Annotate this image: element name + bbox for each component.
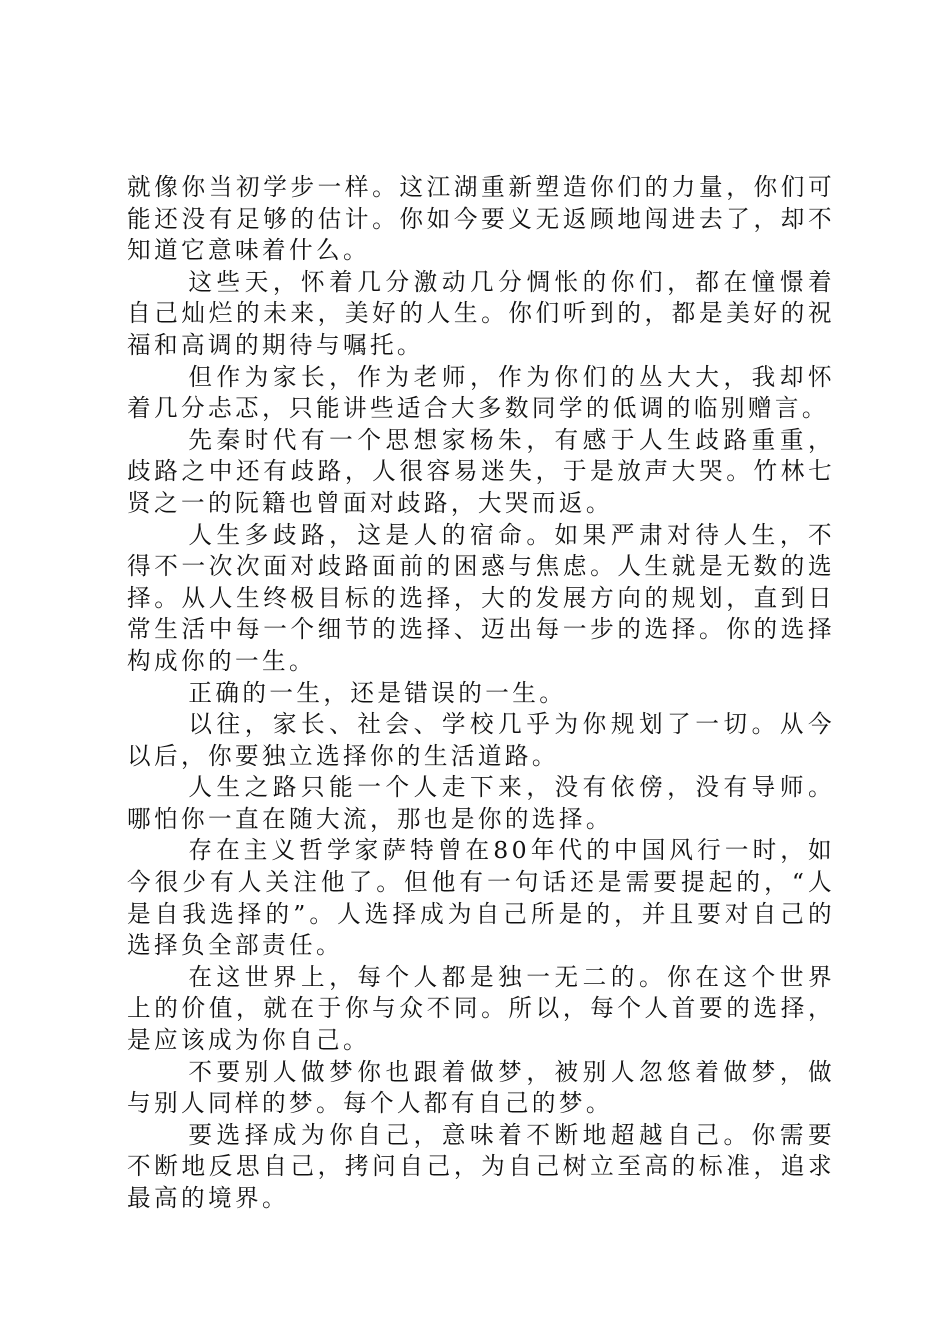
paragraph-12: 要选择成为你自己，意味着不断地超越自己。你需要不断地反思自己，拷问自己，为自己树立至高的标准，追求最高的境界。	[127, 1120, 835, 1212]
document-body	[127, 172, 835, 1215]
paragraph-1: 就像你当初学步一样。这江湖重新塑造你们的力量，你们可能还没有足够的估计。你如今要义无返顾地闯进去了，却不知道它意味着什么。	[127, 173, 835, 265]
paragraph-4: 先秦时代有一个思想家杨朱，有感于人生歧路重重，歧路之中还有歧路，人很容易迷失，于是放声大哭。竹林七贤之一的阮籍也曾面对歧路，大哭而返。	[127, 425, 835, 517]
paragraph-6: 正确的一生，还是错误的一生。	[188, 678, 567, 707]
paragraph-3: 但作为家长，作为老师，作为你们的丛大大，我却怀着几分忐忑，只能讲些适合大多数同学的低调的临别赠言。	[127, 362, 835, 423]
paragraph-2: 这些天，怀着几分激动几分惆怅的你们，都在憧憬着自己灿烂的未来，美好的人生。你们听到的，都是美好的祝福和高调的期待与嘱托。	[127, 267, 835, 359]
paragraph-10: 在这世界上，每个人都是独一无二的。你在这个世界上的价值，就在于你与众不同。所以，每个人首要的选择，是应该成为你自己。	[127, 962, 835, 1055]
paragraph-11: 不要别人做梦你也跟着做梦，被别人忽悠着做梦，做与别人同样的梦。每个人都有自己的梦。	[127, 1057, 835, 1118]
paragraph-8: 人生之路只能一个人走下来，没有依傍，没有导师。哪怕你一直在随大流，那也是你的选择。	[127, 773, 835, 833]
paragraph-7: 以往，家长、社会、学校几乎为你规划了一切。从今以后，你要独立选择你的生活道路。	[127, 710, 835, 770]
paragraph-9: 存在主义哲学家萨特曾在80年代的中国风行一时，如今很少有人关注他了。但他有一句话还是需要提起的，“人是自我选择的”。人选择成为自己所是的，并且要对自己的选择负全部责任。	[127, 836, 835, 960]
paragraph-5: 人生多歧路，这是人的宿命。如果严肃对待人生，不得不一次次面对歧路面前的困惑与焦虑。人生就是无数的选择。从人生终极目标的选择，大的发展方向的规划，直到日常生活中每一个细节的选择、迈出每一步的选择。你的选择构成你的一生。	[127, 520, 835, 675]
